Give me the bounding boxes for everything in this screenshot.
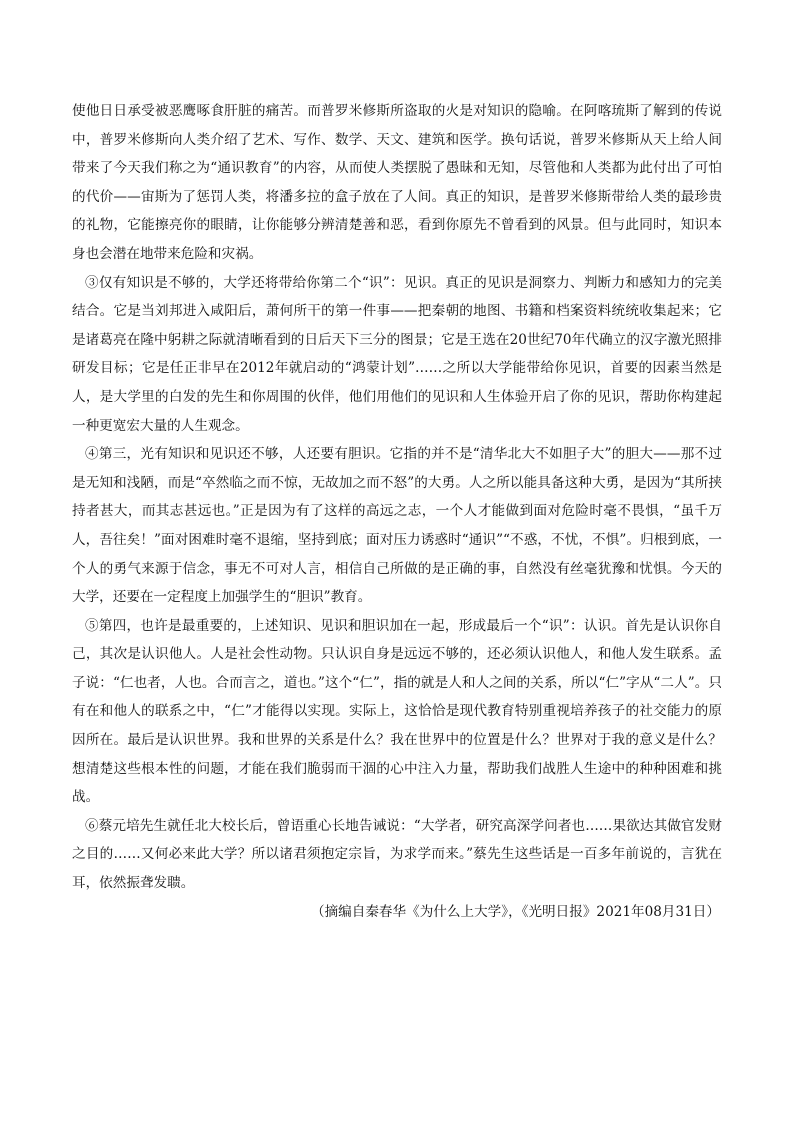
- article-body: [72, 97, 722, 926]
- source-citation: （摘编自秦春华《为什么上大学》，《光明日报》2021年08月31日）: [310, 903, 720, 920]
- paragraph-3: ③仅有知识是不够的，大学还将带给你第二个“识”：见识。真正的见识是洞察力、判断力和感知力的完美结合。它是当刘邦进入咸阳后，萧何所干的第一件事——把秦朝的地图、书籍和档案资料统统收集起来；它是诸葛亮在隆中躬耕之际就清晰看到的日后天下三分的图景；它是王选在20世纪70年代确立的汉字激光照排研发目标；它是任正非早在2012年就启动的“鸿蒙计划”……之所以大学能带给你见识，首要的因素当然是人，是大学里的白发的先生和你周围的伙伴，他们用他们的见识和人生体验开启了你的见识，帮助你构建起一种更宽宏大量的人生观念。: [72, 274, 722, 434]
- paragraph-6: ⑥蔡元培先生就任北大校长后，曾语重心长地告诫说：“大学者，研究高深学问者也……果欲达其做官发财之目的……又何必来此大学？所以诸君须抱定宗旨，为求学而来。”蔡先生这些话是一百多年前说的，言犹在耳，依然振聋发聩。: [72, 817, 722, 892]
- paragraph-4: ④第三，光有知识和见识还不够，人还要有胆识。它指的并不是“清华北大不如胆子大”的胆大——那不过是无知和浅陋，而是“卒然临之而不惊，无故加之而不怒”的大勇。人之所以能具备这种大勇，是因为“其所挟持者甚大，而其志甚远也。”正是因为有了这样的高远之志，一个人才能做到面对危险时毫不畏惧，“虽千万人，吾往矣！”面对困难时毫不退缩，坚持到底；面对压力诱惑时“通识”“不惑，不忧，不惧”。归根到底，一个人的勇气来源于信念，事无不可对人言，相信自己所做的是正确的事，自然没有丝毫犹豫和忧惧。今天的大学，还要在一定程度上加强学生的“胆识”教育。: [72, 446, 722, 606]
- paragraph-continued: 使他日日承受被恶鹰啄食肝脏的痛苦。而普罗米修斯所盗取的火是对知识的隐喻。在阿喀琉斯了解到的传说中，普罗米修斯向人类介绍了艺术、写作、数学、天文、建筑和医学。换句话说，普罗米修斯从天上给人间带来了今天我们称之为“通识教育”的内容，从而使人类摆脱了愚昧和无知，尽管他和人类都为此付出了可怕的代价——宙斯为了惩罚人类，将潘多拉的盒子放在了人间。真正的知识，是普罗米修斯带给人类的最珍贵的礼物，它能擦亮你的眼睛，让你能够分辨清楚善和恶，看到你原先不曾看到的风景。但与此同时，知识本身也会潜在地带来危险和灾祸。: [72, 103, 722, 262]
- paragraph-5: ⑤第四，也许是最重要的，上述知识、见识和胆识加在一起，形成最后一个“识”：认识。首先是认识你自己，其次是认识他人。人是社会性动物。只认识自身是远远不够的，还必须认识他人，和他人发生联系。孟子说：“仁也者，人也。合而言之，道也。”这个“仁”，指的就是人和人之间的关系，所以“仁”字从“二人”。只有在和他人的联系之中，“仁”才能得以实现。实际上，这恰恰是现代教育特别重视培养孩子的社交能力的原因所在。最后是认识世界。我和世界的关系是什么？我在世界中的位置是什么？世界对于我的意义是什么？想清楚这些根本性的问题，才能在我们脆弱而干涸的心中注入力量，帮助我们战胜人生途中的种种困难和挑战。: [72, 617, 722, 806]
